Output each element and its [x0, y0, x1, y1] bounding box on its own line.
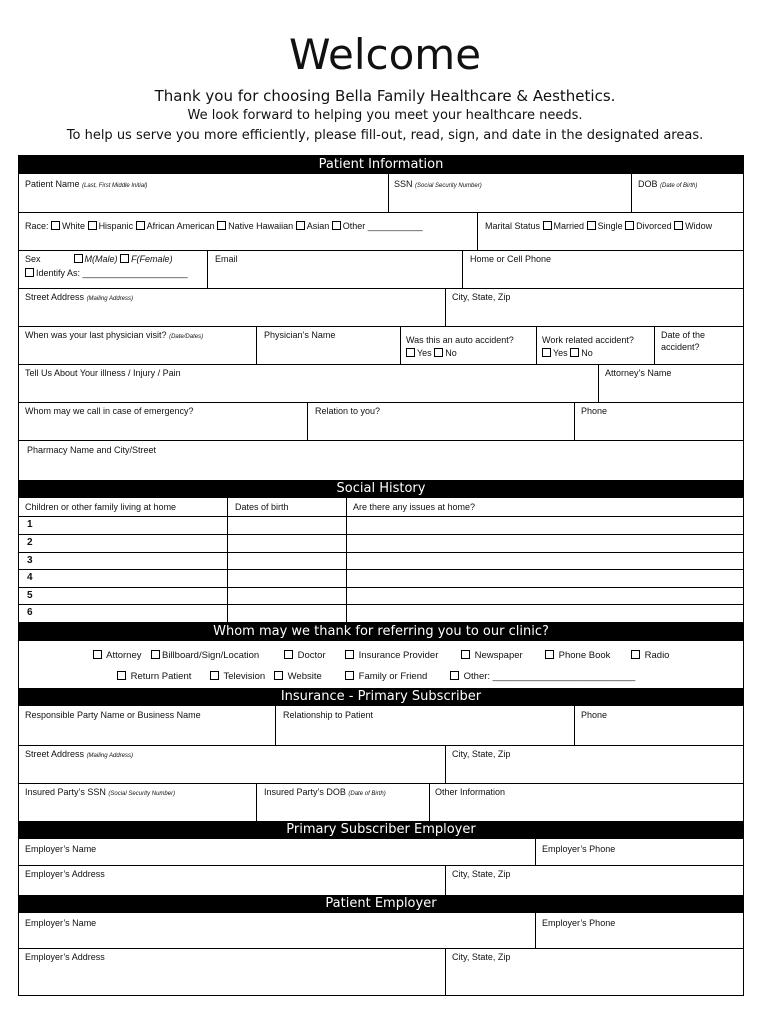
- referral-attorney-option[interactable]: Attorney: [93, 650, 142, 661]
- emergency-relation-field[interactable]: Relation to you?: [315, 406, 381, 416]
- last-visit-field[interactable]: When was your last physician visit? (Date/Dates): [25, 330, 204, 340]
- sex-female-checkbox[interactable]: [120, 254, 129, 263]
- referral-header: Whom may we thank for referring you to our clinic?: [19, 622, 743, 641]
- identify-as-field[interactable]: Identify As: _____________________: [25, 267, 188, 279]
- emergency-contact-field[interactable]: Whom may we call in case of emergency?: [25, 406, 194, 416]
- referral-radio-option[interactable]: Radio: [631, 650, 669, 661]
- insured-ssn-field[interactable]: Insured Party’s SSN (Social Security Number): [25, 787, 176, 797]
- auto-accident-label: Was this an auto accident?: [406, 335, 514, 345]
- patient-employer-header: Patient Employer: [19, 895, 743, 913]
- insurance-header: Insurance - Primary Subscriber: [19, 688, 743, 706]
- patient-info-header: Patient Information: [19, 156, 743, 174]
- referral-return-patient-option[interactable]: Return Patient: [117, 671, 191, 682]
- referral-phonebook-option[interactable]: Phone Book: [545, 650, 610, 661]
- relationship-field[interactable]: Relationship to Patient: [283, 710, 374, 720]
- race-other-checkbox[interactable]: [332, 221, 341, 230]
- dob-field[interactable]: DOB (Date of Birth): [638, 179, 698, 189]
- patient-name-field[interactable]: Patient Name (Last, First Middle Initial): [25, 179, 148, 189]
- issues-column-header: Are there any issues at home?: [353, 502, 476, 512]
- social-history-header: Social History: [19, 480, 743, 498]
- home-phone-field[interactable]: Home or Cell Phone: [470, 254, 552, 264]
- referral-doctor-option[interactable]: Doctor: [284, 650, 326, 661]
- referral-billboard-option[interactable]: Billboard/Sign/Location: [151, 650, 259, 661]
- insurance-street-field[interactable]: Street Address (Mailing Address): [25, 749, 134, 759]
- referral-family-option[interactable]: Family or Friend: [345, 671, 427, 682]
- look-forward-text: We look forward to helping you meet your healthcare needs.: [187, 108, 583, 123]
- table-row[interactable]: 1: [27, 519, 33, 530]
- other-information-field[interactable]: Other Information: [435, 787, 506, 797]
- attorney-name-field[interactable]: Attorney’s Name: [605, 368, 672, 378]
- work-yes-checkbox[interactable]: [542, 348, 551, 357]
- page-title: Welcome: [288, 30, 482, 79]
- pharmacy-field[interactable]: Pharmacy Name and City/Street: [27, 445, 157, 455]
- subscriber-employer-city-field[interactable]: City, State, Zip: [452, 869, 511, 879]
- illness-field[interactable]: Tell Us About Your illness / Injury / Pain: [25, 368, 181, 378]
- dob-column-header: Dates of birth: [235, 502, 289, 512]
- sex-male-checkbox[interactable]: [74, 254, 83, 263]
- ssn-field[interactable]: SSN (Social Security Number): [394, 179, 482, 189]
- work-no-checkbox[interactable]: [570, 348, 579, 357]
- auto-no-checkbox[interactable]: [434, 348, 443, 357]
- patient-employer-name-field[interactable]: Employer’s Name: [25, 918, 97, 928]
- patient-employer-address-field[interactable]: Employer’s Address: [25, 952, 105, 962]
- email-field[interactable]: Email: [215, 254, 238, 264]
- subscriber-employer-name-field[interactable]: Employer’s Name: [25, 844, 97, 854]
- marital-married-checkbox[interactable]: [543, 221, 552, 230]
- subscriber-employer-phone-field[interactable]: Employer’s Phone: [542, 844, 616, 854]
- emergency-phone-field[interactable]: Phone: [581, 406, 608, 416]
- table-row[interactable]: 2: [27, 537, 33, 548]
- accident-date-field[interactable]: Date of the accident?: [661, 330, 706, 352]
- subscriber-employer-header: Primary Subscriber Employer: [19, 821, 743, 839]
- intake-form: [18, 155, 744, 996]
- thank-you-text: Thank you for choosing Bella Family Healthcare & Aesthetics.: [154, 87, 616, 105]
- referral-insurance-option[interactable]: Insurance Provider: [345, 650, 438, 661]
- marital-status-field[interactable]: Marital Status Married Single Divorced Widow: [485, 221, 713, 231]
- referral-newspaper-option[interactable]: Newspaper: [461, 650, 523, 661]
- marital-single-checkbox[interactable]: [587, 221, 596, 230]
- table-row[interactable]: 3: [27, 555, 33, 566]
- insurance-city-field[interactable]: City, State, Zip: [452, 749, 511, 759]
- table-row[interactable]: 4: [27, 572, 33, 583]
- race-african-american-checkbox[interactable]: [136, 221, 145, 230]
- children-column-header: Children or other family living at home: [25, 502, 177, 512]
- auto-yes-checkbox[interactable]: [406, 348, 415, 357]
- patient-employer-city-field[interactable]: City, State, Zip: [452, 952, 511, 962]
- table-row[interactable]: 6: [27, 607, 33, 618]
- race-asian-checkbox[interactable]: [296, 221, 305, 230]
- referral-website-option[interactable]: Website: [274, 671, 322, 682]
- work-accident-options[interactable]: Yes No: [542, 347, 593, 359]
- work-accident-label: Work related accident?: [542, 335, 634, 345]
- race-native-hawaiian-checkbox[interactable]: [217, 221, 226, 230]
- table-row[interactable]: 5: [27, 590, 33, 601]
- subscriber-employer-address-field[interactable]: Employer’s Address: [25, 869, 105, 879]
- referral-other-option[interactable]: Other: ___________________________: [450, 671, 635, 682]
- city-state-zip-field[interactable]: City, State, Zip: [452, 292, 511, 302]
- marital-widow-checkbox[interactable]: [674, 221, 683, 230]
- instructions-text: To help us serve you more efficiently, please fill-out, read, sign, and date in the designated areas.: [66, 128, 704, 143]
- physician-name-field[interactable]: Physician’s Name: [264, 330, 336, 340]
- sex-field[interactable]: Sex M(Male) F(Female): [25, 254, 173, 264]
- race-white-checkbox[interactable]: [51, 221, 60, 230]
- responsible-party-field[interactable]: Responsible Party Name or Business Name: [25, 710, 201, 720]
- street-address-field[interactable]: Street Address (Mailing Address): [25, 292, 134, 302]
- insured-dob-field[interactable]: Insured Party’s DOB (Date of Birth): [264, 787, 386, 797]
- insurance-phone-field[interactable]: Phone: [581, 710, 608, 720]
- referral-television-option[interactable]: Television: [210, 671, 265, 682]
- marital-divorced-checkbox[interactable]: [625, 221, 634, 230]
- patient-employer-phone-field[interactable]: Employer’s Phone: [542, 918, 616, 928]
- race-field[interactable]: Race: White Hispanic African American Native Hawaiian Asian Other ___________: [25, 221, 423, 231]
- auto-accident-options[interactable]: Yes No: [406, 347, 457, 359]
- race-hispanic-checkbox[interactable]: [88, 221, 97, 230]
